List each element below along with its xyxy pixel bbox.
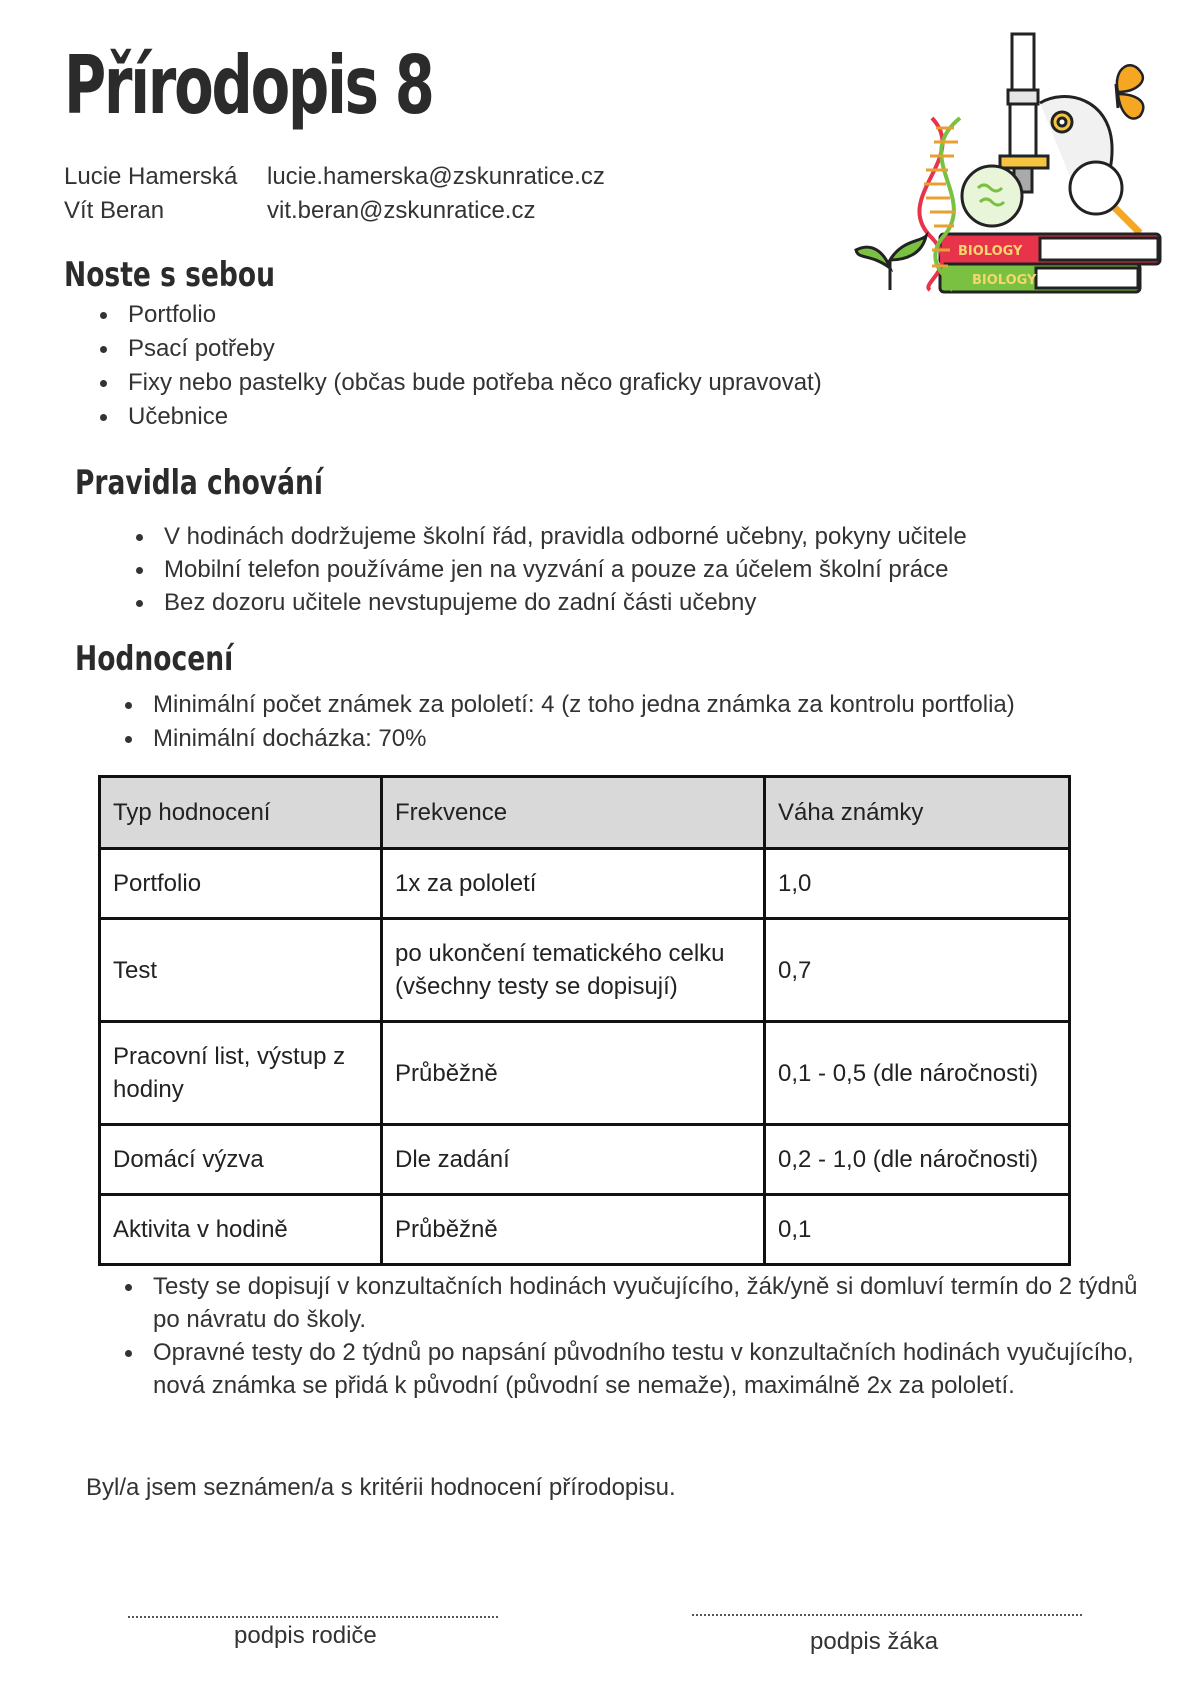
teacher-row — [64, 194, 605, 228]
grading-notes — [153, 1270, 1163, 1402]
table-header: Frekvence — [382, 777, 765, 849]
list-item: Portfolio — [128, 298, 822, 332]
list-item: Mobilní telefon používáme jen na vyzvání a pouze za účelem školní práce — [164, 553, 967, 586]
butterfly-icon — [1116, 65, 1143, 118]
grading-list — [153, 688, 1015, 756]
table-header: Váha známky — [765, 777, 1070, 849]
list-item: V hodinách dodržujeme školní řád, pravidla odborné učebny, pokyny učitele — [164, 520, 967, 553]
teacher-name: Lucie Hamerská — [64, 163, 238, 190]
list-item: Psací potřeby — [128, 332, 822, 366]
book-stack-icon — [940, 234, 1160, 292]
table-cell: Portfolio — [100, 849, 382, 919]
rules-heading: Pravidla chování — [75, 463, 323, 503]
table-header-row — [100, 777, 1070, 849]
table-row — [100, 919, 1070, 1022]
table-cell: 0,1 — [765, 1195, 1070, 1265]
table-cell: Průběžně — [382, 1022, 765, 1125]
table-row — [100, 1125, 1070, 1195]
student-signature-label: podpis žáka — [810, 1628, 939, 1655]
magnifying-glass-icon — [1070, 162, 1140, 233]
list-item: Minimální počet známek za pololetí: 4 (z toho jedna známka za kontrolu portfolia) — [153, 688, 1015, 722]
table-cell: 1,0 — [765, 849, 1070, 919]
grading-heading: Hodnocení — [75, 639, 234, 679]
list-item: Opravné testy do 2 týdnů po napsání původního testu v konzultačních hodinách vyučujícího, nová známka se přidá k původní (původní se nemaže), maximálně 2x za pololetí. — [153, 1336, 1163, 1402]
grading-table — [98, 775, 1071, 1266]
table-cell: Průběžně — [382, 1195, 765, 1265]
table-row — [100, 849, 1070, 919]
book-label: BIOLOGY — [958, 244, 1023, 259]
list-item: Učebnice — [128, 400, 822, 434]
table-header: Typ hodnocení — [100, 777, 382, 849]
table-cell: 0,1 - 0,5 (dle náročnosti) — [765, 1022, 1070, 1125]
parent-signature-line — [128, 1616, 498, 1618]
table-cell: 1x za pololetí — [382, 849, 765, 919]
petri-dish-icon — [962, 166, 1022, 226]
list-item: Bez dozoru učitele nevstupujeme do zadní části učebny — [164, 586, 967, 619]
biology-illustration — [850, 28, 1170, 296]
table-cell: 0,7 — [765, 919, 1070, 1022]
list-item: Testy se dopisují v konzultačních hodinách vyučujícího, žák/yně si domluví termín do 2 týdnů po návratu do školy. — [153, 1270, 1163, 1336]
book-label: BIOLOGY — [972, 273, 1037, 288]
table-cell: Domácí výzva — [100, 1125, 382, 1195]
table-row — [100, 1195, 1070, 1265]
bring-heading: Noste s sebou — [64, 255, 275, 295]
page-title: Přírodopis 8 — [64, 39, 433, 132]
table-cell: Pracovní list, výstup z hodiny — [100, 1022, 382, 1125]
list-item: Minimální docházka: 70% — [153, 722, 1015, 756]
table-cell: po ukončení tematického celku (všechny testy se dopisují) — [382, 919, 765, 1022]
plant-sprout-icon — [856, 236, 926, 290]
student-signature-line — [692, 1614, 1082, 1616]
teacher-row — [64, 160, 605, 194]
parent-signature-label: podpis rodiče — [234, 1622, 377, 1649]
table-cell: 0,2 - 1,0 (dle náročnosti) — [765, 1125, 1070, 1195]
acknowledgement-statement: Byl/a jsem seznámen/a s kritérii hodnocení přírodopisu. — [86, 1474, 676, 1501]
teacher-email: vit.beran@zskunratice.cz — [267, 197, 536, 224]
table-cell: Dle zadání — [382, 1125, 765, 1195]
table-row — [100, 1022, 1070, 1125]
teacher-name: Vít Beran — [64, 197, 165, 224]
bring-list — [128, 298, 822, 434]
teacher-email: lucie.hamerska@zskunratice.cz — [267, 163, 605, 190]
rules-list — [164, 520, 967, 619]
teacher-contacts — [64, 160, 605, 228]
table-cell: Test — [100, 919, 382, 1022]
table-cell: Aktivita v hodině — [100, 1195, 382, 1265]
list-item: Fixy nebo pastelky (občas bude potřeba něco graficky upravovat) — [128, 366, 822, 400]
